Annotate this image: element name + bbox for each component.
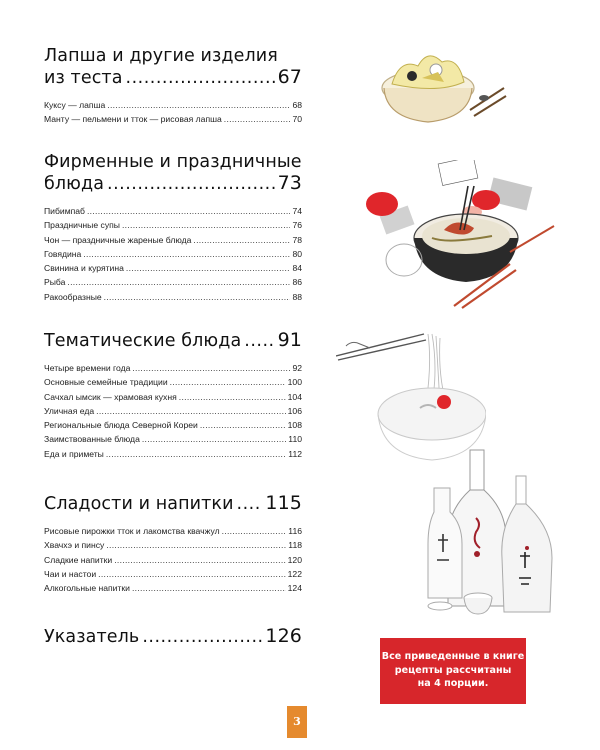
leader-dots (132, 361, 290, 375)
entry-page: 68 (292, 100, 302, 110)
leader-dots (106, 447, 286, 461)
section-title (44, 493, 302, 515)
entry-list (44, 204, 302, 304)
entry-page: 122 (287, 568, 302, 579)
entry-label: Заимствованные блюда (44, 434, 140, 445)
toc-entry[interactable] (44, 524, 302, 538)
section-page: 126 (265, 625, 302, 647)
entry-label: Алкогольные напитки (44, 583, 130, 594)
entry-label: Региональные блюда Северной Кореи (44, 420, 198, 431)
entry-page: 76 (292, 220, 302, 231)
kimchi (366, 190, 500, 218)
note-line: рецепты рассчитаны (394, 664, 512, 676)
toc-section-noodles (44, 46, 302, 127)
leader-dots (237, 494, 263, 515)
toc-entry[interactable] (44, 361, 302, 375)
entry-page: 80 (292, 248, 302, 259)
toc-entry[interactable] (44, 375, 302, 389)
section-title-line2: Тематические блюда (44, 331, 242, 351)
entry-label: Уличная еда (44, 405, 95, 416)
entry-page: 92 (292, 363, 302, 373)
section-title (44, 46, 302, 89)
leader-dots (126, 261, 291, 275)
entry-label: Сладкие напитки (44, 554, 113, 565)
section-title-line1: Лапша и другие изделия (44, 46, 278, 66)
leader-dots (107, 98, 290, 112)
entry-label: Рисовые пирожки тток и лакомства квачжул (44, 526, 220, 536)
leader-dots (106, 538, 286, 552)
section-title-line2: Сладости и напитки (44, 494, 234, 514)
section-title-line2: Указатель (44, 627, 140, 647)
section-title-line1: Фирменные и праздничные (44, 152, 302, 172)
leader-dots (67, 275, 290, 289)
entry-label: Говядина (44, 248, 82, 259)
toc-entry[interactable] (44, 290, 302, 304)
section-page: 67 (277, 66, 302, 88)
soju-bottles-illustration (424, 448, 564, 618)
entry-page: 70 (292, 114, 302, 125)
entry-list (44, 524, 302, 595)
entry-label: Пибимпаб (44, 206, 85, 216)
toc-entry[interactable] (44, 275, 302, 289)
section-page: 115 (265, 492, 302, 514)
toc-entry[interactable] (44, 581, 302, 595)
entry-label: Еда и приметы (44, 448, 104, 459)
leader-dots (87, 204, 290, 218)
toc-entry[interactable] (44, 404, 302, 418)
leader-dots (224, 112, 291, 126)
section-title (44, 330, 302, 352)
toc-entry[interactable] (44, 98, 302, 112)
entry-page: 106 (287, 405, 302, 416)
leader-dots (96, 404, 286, 418)
toc-section-festive (44, 152, 302, 304)
right-bottle (502, 476, 552, 612)
entry-page: 88 (292, 291, 302, 302)
entry-page: 100 (287, 377, 302, 388)
leader-dots (179, 390, 286, 404)
leader-dots (132, 581, 286, 595)
toc-entry[interactable] (44, 567, 302, 581)
servings-note (380, 638, 526, 704)
entry-page: 84 (292, 263, 302, 274)
toc-entry[interactable] (44, 432, 302, 446)
entry-page: 116 (288, 526, 302, 536)
section-page: 73 (277, 172, 302, 194)
noodle-bowl-illustration (378, 36, 508, 136)
entry-label: Четыре времени года (44, 363, 131, 373)
toc-entry[interactable] (44, 204, 302, 218)
leader-dots (107, 174, 275, 195)
toc-entry[interactable] (44, 538, 302, 552)
leader-dots (122, 218, 290, 232)
toc-entry[interactable] (44, 218, 302, 232)
entry-label: Сачхал ымсик — храмовая кухня (44, 391, 177, 402)
entry-label: Основные семейные традиции (44, 377, 168, 388)
leader-dots (142, 432, 286, 446)
short-bottle (428, 488, 462, 598)
entry-page: 110 (288, 434, 302, 445)
entry-label: Хвачхэ и пинсу (44, 540, 105, 551)
entry-label: Чаи и настои (44, 568, 97, 579)
note-line: Все приведенные в книге (381, 651, 525, 662)
toc-entry[interactable] (44, 553, 302, 567)
entry-label: Ракообразные (44, 291, 102, 302)
entry-label: Манту — пельмени и тток — рисовая лапша (44, 114, 222, 125)
leader-dots (98, 567, 286, 581)
toc-entry[interactable] (44, 233, 302, 247)
cold-noodles-illustration (336, 316, 486, 466)
entry-page: 74 (292, 206, 302, 216)
section-title-line2: из теста (44, 68, 123, 88)
leader-dots (222, 524, 287, 538)
entry-label: Рыба (44, 277, 66, 288)
toc-entry[interactable] (44, 261, 302, 275)
entry-page: 120 (287, 554, 302, 565)
toc-entry[interactable] (44, 112, 302, 126)
entry-page: 118 (288, 540, 302, 551)
section-title (44, 152, 302, 195)
entry-label: Чон — праздничные жареные блюда (44, 234, 192, 245)
entry-page: 104 (287, 391, 302, 402)
leader-dots (193, 233, 290, 247)
section-title (44, 626, 302, 648)
leader-dots (114, 553, 285, 567)
toc-entry[interactable] (44, 447, 302, 461)
toc-section-thematic (44, 330, 302, 461)
entry-label: Праздничные супы (44, 220, 120, 231)
note-line: на 4 порции. (417, 678, 489, 689)
toc-entry[interactable] (44, 418, 302, 432)
leader-dots (244, 331, 274, 352)
toc-entry[interactable] (44, 390, 302, 404)
entry-list (44, 361, 302, 461)
toc-section-index[interactable] (44, 626, 302, 648)
leader-dots (83, 247, 290, 261)
entry-page: 108 (287, 420, 302, 431)
leader-dots (142, 627, 262, 648)
entry-list (44, 98, 302, 127)
toc-section-sweets (44, 493, 302, 595)
leader-dots (104, 290, 291, 304)
section-title-line2: блюда (44, 174, 105, 194)
entry-label: Куксу — лапша (44, 100, 106, 110)
entry-page: 78 (292, 234, 302, 245)
page-number: 3 (287, 706, 307, 738)
entry-page: 112 (288, 448, 302, 459)
leader-dots (200, 418, 286, 432)
entry-label: Свинина и курятина (44, 263, 124, 274)
leader-dots (170, 375, 286, 389)
soup-bowl-illustration (360, 160, 560, 310)
leader-dots (126, 68, 275, 89)
entry-page: 124 (287, 583, 302, 594)
section-page: 91 (277, 329, 302, 351)
entry-page: 86 (292, 277, 302, 288)
toc-entry[interactable] (44, 247, 302, 261)
